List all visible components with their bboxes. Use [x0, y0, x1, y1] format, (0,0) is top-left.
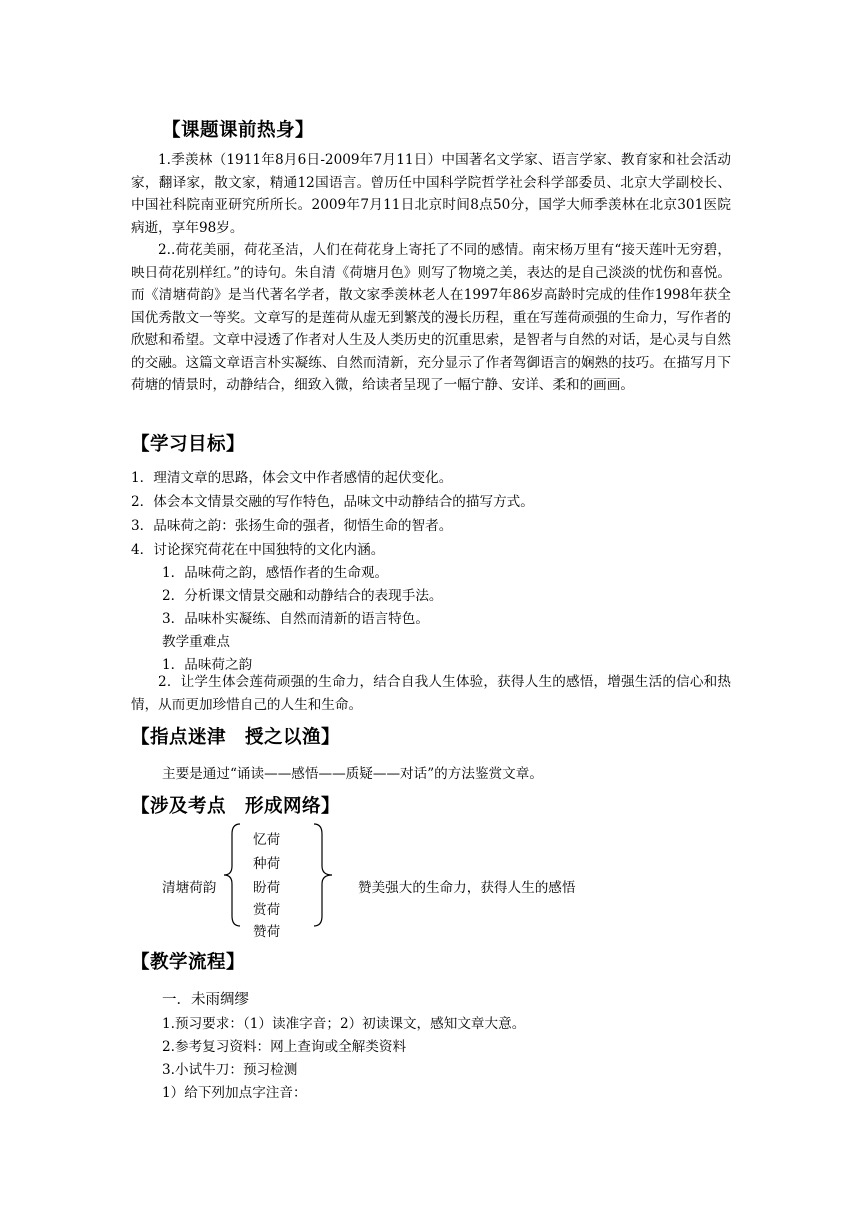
- section-title-guide: 【指点迷津 授之以渔】: [131, 727, 341, 748]
- goal-item-4: 4．讨论探究荷花在中国独特的文化内涵。: [131, 542, 385, 558]
- key-point-1: 1．品味荷之韵: [162, 657, 253, 673]
- goal-item-1: 1．理清文章的思路，体会文中作者感情的起伏变化。: [131, 470, 453, 486]
- network-conclusion: 赞美强大的生命力，获得人生的感悟: [358, 880, 576, 896]
- network-branch-4: 赏荷: [253, 902, 281, 918]
- section-title-flow: 【教学流程】: [131, 952, 246, 973]
- goal-sub-item-2: 2．分析课文情景交融和动静结合的表现手法。: [162, 588, 443, 604]
- guide-text: 主要是通过“诵读——感悟——质疑——对话”的方法鉴赏文章。: [162, 766, 543, 782]
- network-branch-3: 盼荷: [253, 880, 281, 896]
- goal-item-3: 3．品味荷之韵：张扬生命的强者，彻悟生命的智者。: [131, 518, 453, 534]
- flow-item-3: 3.小试牛刀：预习检测: [162, 1062, 298, 1078]
- network-branch-5: 赞荷: [253, 924, 281, 940]
- flow-item-1: 1.预习要求：（1）读准字音；2）初读课文，感知文章大意。: [162, 1016, 526, 1032]
- goal-sub-item-3: 3．品味朴实凝练、自然而清新的语言特色。: [162, 611, 429, 627]
- right-brace: [312, 822, 336, 928]
- flow-item-2: 2.参考复习资料：网上查询或全解类资料: [162, 1039, 407, 1055]
- warmup-paragraph-2: 2..荷花美丽，荷花圣洁，人们在荷花身上寄托了不同的感情。南宋杨万里有“接天莲叶无穷碧，映日荷花别样红。”的诗句。朱自清《荷塘月色》则写了物境之美，表达的是自己淡淡的忧伤和喜悦。而《清塘荷韵》是当代著名学者，散文家季羡林老人在1997年86岁高龄时完成的佳作1998年获全国优秀散文一等奖。文章写的是莲荷从虚无到繁茂的漫长历程，重在写莲荷顽强的生命力，写作者的欣慰和希望。文章中浸透了作者对人生及人类历史的沉重思索，是智者与自然的对话，是心灵与自然的交融。这篇文章语言朴实凝练、自然而清新，充分显示了作者驾御语言的娴熟的技巧。在描写月下荷塘的情景时，动静结合，细致入微，给读者呈现了一幅宁静、安详、柔和的画画。: [131, 242, 731, 393]
- network-center-node: 清塘荷韵: [162, 880, 217, 896]
- section-title-goals: 【学习目标】: [131, 434, 246, 455]
- key-points-label: 教学重难点: [162, 634, 230, 650]
- goal-sub-item-1: 1．品味荷之韵，感悟作者的生命观。: [162, 565, 389, 581]
- warmup-paragraph-1: 1.季羡林（1911年8月6日-2009年7月11日）中国著名文学家、语言学家、教育家和社会活动家，翻译家，散文家，精通12国语言。曾历任中国科学院哲学社会科学部委员、北京大学副校长、中国社科院南亚研究所所长。2009年7月11日北京时间8点50分，国学大师季羡林在北京301医院病逝，享年98岁。: [131, 152, 731, 236]
- network-branch-1: 忆荷: [253, 832, 281, 848]
- section-title-network: 【涉及考点 形成网络】: [131, 796, 341, 817]
- left-brace: [222, 822, 244, 928]
- goal-item-2: 2．体会本文情景交融的写作特色，品味文中动静结合的描写方式。: [131, 494, 534, 510]
- key-point-2: 2．让学生体会莲荷顽强的生命力，结合自我人生体验，获得人生的感悟，增强生活的信心和热情，从而更加珍惜自己的人生和生命。: [131, 674, 731, 713]
- flow-sub-title: 一．未雨绸缪: [162, 992, 249, 1008]
- flow-item-4: 1）给下列加点字注音：: [162, 1085, 307, 1101]
- section-title-warmup: 【课题课前热身】: [162, 120, 315, 141]
- network-branch-2: 种荷: [253, 856, 281, 872]
